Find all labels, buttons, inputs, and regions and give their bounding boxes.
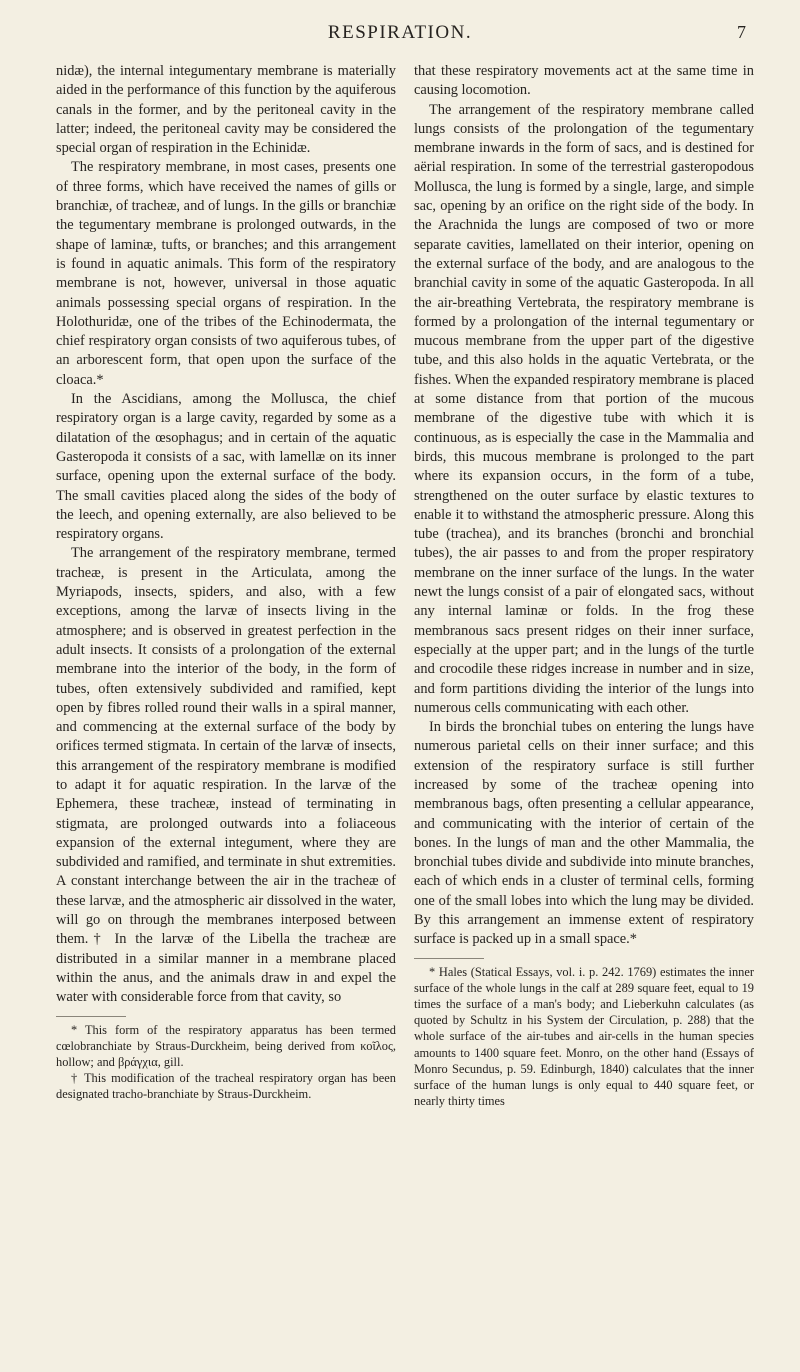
footnote: † This modification of the tracheal respiratory organ has been designated tracho-branchiate by Straus-Durckheim. bbox=[56, 1071, 396, 1102]
footnote: * This form of the respiratory apparatus has been termed cœlobranchiate by Straus-Durckheim, being derived from κοῖλος, hollow; and βράγχια, gill. bbox=[56, 1022, 396, 1069]
paragraph: that these respiratory movements act at the same time in causing locomotion. bbox=[414, 63, 754, 99]
footnote-divider bbox=[56, 1016, 126, 1017]
footnote: * Hales (Statical Essays, vol. i. p. 242. 1769) estimates the inner surface of the whole lungs in the calf at 289 square feet, equal to 19 times the surface of a man's body; and Lieberkuhn calculates (as quoted by Schultz in his System der Circulation, p. 288) that the whole surface of the air-tubes and air-cells in the human species amounts to 1400 square feet. Monro, on the other hand (Essays of Monro Secundus, p. 59. Edinburgh, 1840) calculates that the inner surface of the human lungs is only equal to 440 square feet, or nearly thirty times bbox=[414, 964, 754, 1109]
paragraph: The arrangement of the respiratory membrane, termed tracheæ, is present in the Articulata, among the Myriapods, insects, spiders, and also, with a few exceptions, among the larvæ of insects living in the atmosphere; and is observed in greatest perfection in the adult insects. It consists of a prolongation of the external membrane into the interior of the body, in the form of tubes, often extensively subdivided and ramified, kept open by fibres rolled round their walls in a spiral manner, and commencing at the external surface of the body by orifices termed stigmata. In certain of the larvæ of insects, this arrangement of the respiratory membrane is modified to adapt it for aquatic respiration. In the larvæ of the Ephemera, these tracheæ, instead of terminating in stigmata, are prolonged outwards into a foliaceous expansion of the external integument, where they are subdivided and ramified, and terminate in shut extremities. A constant interchange between the air in the tracheæ of these larvæ, and the atmospheric air dissolved in the water, will go on through the membranes interposed between them.† In the larvæ of the Libella the tracheæ are distributed in a similar manner in a membrane placed within the anus, and the animals draw in and expel the water with considerable force from that cavity, so bbox=[56, 545, 396, 1006]
paragraph: The respiratory membrane, in most cases, presents one of three forms, which have received the names of gills or branchiæ, of tracheæ, and of lungs. In the gills or branchiæ the tegumentary membrane is prolonged outwards, in the shape of laminæ, tufts, or branches; and this arrangement is found in aquatic animals. This form of the respiratory membrane is not, however, universal in those aquatic animals possessing special organs of respiration. In the Holothuridæ, one of the tribes of the Echinodermata, the chief respiratory organ consists of two aquiferous tubes, of an arborescent form, that open upon the surface of the cloaca.* bbox=[56, 159, 396, 388]
paragraph: The arrangement of the respiratory membrane called lungs consists of the prolongation of the tegumentary membrane inwards in the form of sacs, and is destined for aërial respiration. In some of the terrestrial gasteropodous Mollusca, the lung is formed by a single, large, and simple sac, opening by an orifice on the right side of the body. In the Arachnida the lungs are composed of two or more separate cavities, lamellated on their interior, opening on the external surface of the body, and are analogous to the branchial cavity in some of the aquatic Gasteropoda. In all the air-breathing Vertebrata, the respiratory membrane is formed by a prolongation of the internal tegumentary or mucous membrane from the upper part of the digestive tube, and this also holds in the aquatic Vertebrata, or the fishes. When the expanded respiratory membrane is placed at some distance from that portion of the mucous membrane of the digestive tube with which it is continuous, as is especially the case in the Mammalia and birds, this mucous membrane is prolonged to the part where its expansion occurs, in the form of a tube, strengthened on the outer surface by elastic textures to enable it to withstand the atmospheric pressure. Along this tube (trachea), and its branches (bronchi and bronchial tubes), the air passes to and from the proper respiratory membrane on the inner surface of the lungs. In the water newt the lungs consist of a pair of elongated sacs, without any internal laminæ or folds. In the frog these membranous sacs present ridges on their inner surface, especially at the upper part; and in the lungs of the turtle and crocodile these ridges increase in number and in size, and form partitions dividing the interior of the lungs into numerous cells communicating with each other. bbox=[414, 101, 754, 716]
footnote-divider bbox=[414, 958, 484, 959]
right-column bbox=[414, 62, 754, 1109]
running-title: RESPIRATION. bbox=[327, 22, 473, 43]
page-number: 7 bbox=[737, 22, 746, 42]
paragraph: In the Ascidians, among the Mollusca, the chief respiratory organ is a large cavity, regarded by some as a dilatation of the œsophagus; and in certain of the aquatic Gasteropoda it consists of a sac, with lamellæ on its inner surface, opening upon the external surface of the body. The small cavities placed along the sides of the body of the leech, and opening externally, are also believed to be respiratory organs. bbox=[56, 391, 396, 543]
paragraph: In birds the bronchial tubes on entering the lungs have numerous parietal cells on their inner surface; and this extension of the respiratory surface is still further increased by some of the tracheæ opening into membranous bags, often presenting a cellular appearance, and communicating with the interior of certain of the bones. In the lungs of man and the other Mammalia, the bronchial tubes divide and subdivide into minute branches, each of which ends in a cluster of terminal cells, forming one of the small lobes into which the lung may be divided. By this arrangement an immense extent of respiratory surface is packed up in a small space.* bbox=[414, 719, 754, 948]
left-column bbox=[56, 62, 396, 1103]
paragraph: nidæ), the internal integumentary membrane is materially aided in the performance of this function by the aquiferous canals in the former, and by the peritoneal cavity in the latter; indeed, the peritoneal cavity may be considered the special organ of respiration in the Echinidæ. bbox=[56, 63, 396, 157]
